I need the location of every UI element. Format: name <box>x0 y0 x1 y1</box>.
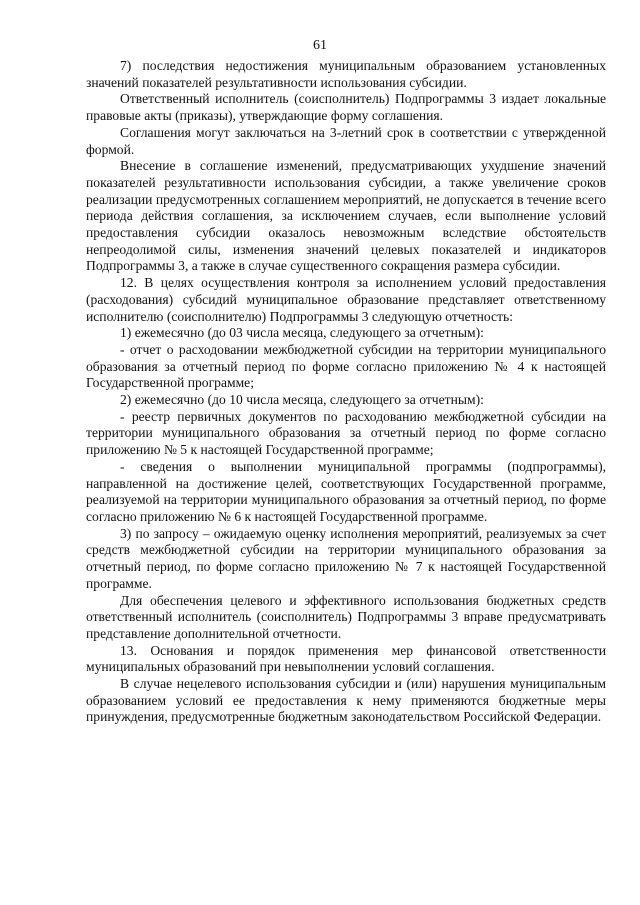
paragraph-agreement-term: Соглашения могут заключаться на 3-летний срок в соответствии с утвержденной формой. <box>86 124 606 157</box>
paragraph-agreement-changes: Внесение в соглашение изменений, предусматривающих ухудшение значений показателей результативности использования субсидии, а также увеличение сроков реализации предусмотренных соглашением мероприятий, не допускается в течение всего периода действия соглашения, за исключением случаев, если выполнение условий предоставления субсидии оказалось невозможным вследствие обстоятельств непреодолимой силы, изменения значений целевых показателей и индикаторов Подпрограммы 3, а также в случае существенного сокращения размера субсидии. <box>86 158 606 274</box>
paragraph-additional-reporting: Для обеспечения целевого и эффективного использования бюджетных средств ответственный исполнитель (соисполнитель) Подпрограммы 3 вправе предусматривать представление дополнительной отчетности. <box>86 592 606 641</box>
page-number: 61 <box>313 38 327 53</box>
paragraph-on-request-estimate: 3) по запросу – ожидаемую оценку исполнения мероприятий, реализуемых за счет средств межбюджетной субсидии на территории муниципального образования за отчетный период, по форме согласно приложению № 7 к настоящей Государственной программе. <box>86 525 606 591</box>
paragraph-misuse-measures: В случае нецелевого использования субсидии и (или) нарушения муниципальным образованием условий ее предоставления к нему применяются бюджетные меры принуждения, предусмотренные бюджетным законодательством Российской Федерации. <box>86 676 606 725</box>
paragraph-registry-documents: - реестр первичных документов по расходованию межбюджетной субсидии на территории муниципального образования за отчетный период по форме согласно приложению № 5 к настоящей Государственной программе; <box>86 408 606 458</box>
paragraph-monthly-10: 2) ежемесячно (до 10 числа месяца, следующего за отчетным): <box>120 392 484 408</box>
paragraph-program-execution-info: - сведения о выполнении муниципальной программы (подпрограммы), направленной на достижение целей, соответствующих Государственной программе, реализуемой на территории муниципального образования за отчетный период, по форме согласно приложению № 6 к настоящей Государственной программе. <box>86 458 606 524</box>
paragraph-monthly-03: 1) ежемесячно (до 03 числа месяца, следующего за отчетным): <box>120 325 484 341</box>
paragraph-item-7-consequences: 7) последствия недостижения муниципальным образованием установленных значений показателей результативности использования субсидии. <box>86 58 606 90</box>
document-body <box>86 58 606 726</box>
paragraph-section-13-liability: 13. Основания и порядок применения мер финансовой ответственности муниципальных образований при невыполнении условий соглашения. <box>86 642 606 675</box>
paragraph-responsible-executor: Ответственный исполнитель (соисполнитель) Подпрограммы 3 издает локальные правовые акты (приказы), утверждающие форму соглашения. <box>86 91 606 124</box>
paragraph-section-12-control: 12. В целях осуществления контроля за исполнением условий предоставления (расходования) субсидий муниципальное образование представляет ответственному исполнителю (соисполнителю) Подпрограммы 3 следующую отчетность: <box>86 275 606 324</box>
paragraph-report-expenditure: - отчет о расходовании межбюджетной субсидии на территории муниципального образования за отчетный период по форме согласно приложению № 4 к настоящей Государственной программе; <box>86 341 606 391</box>
